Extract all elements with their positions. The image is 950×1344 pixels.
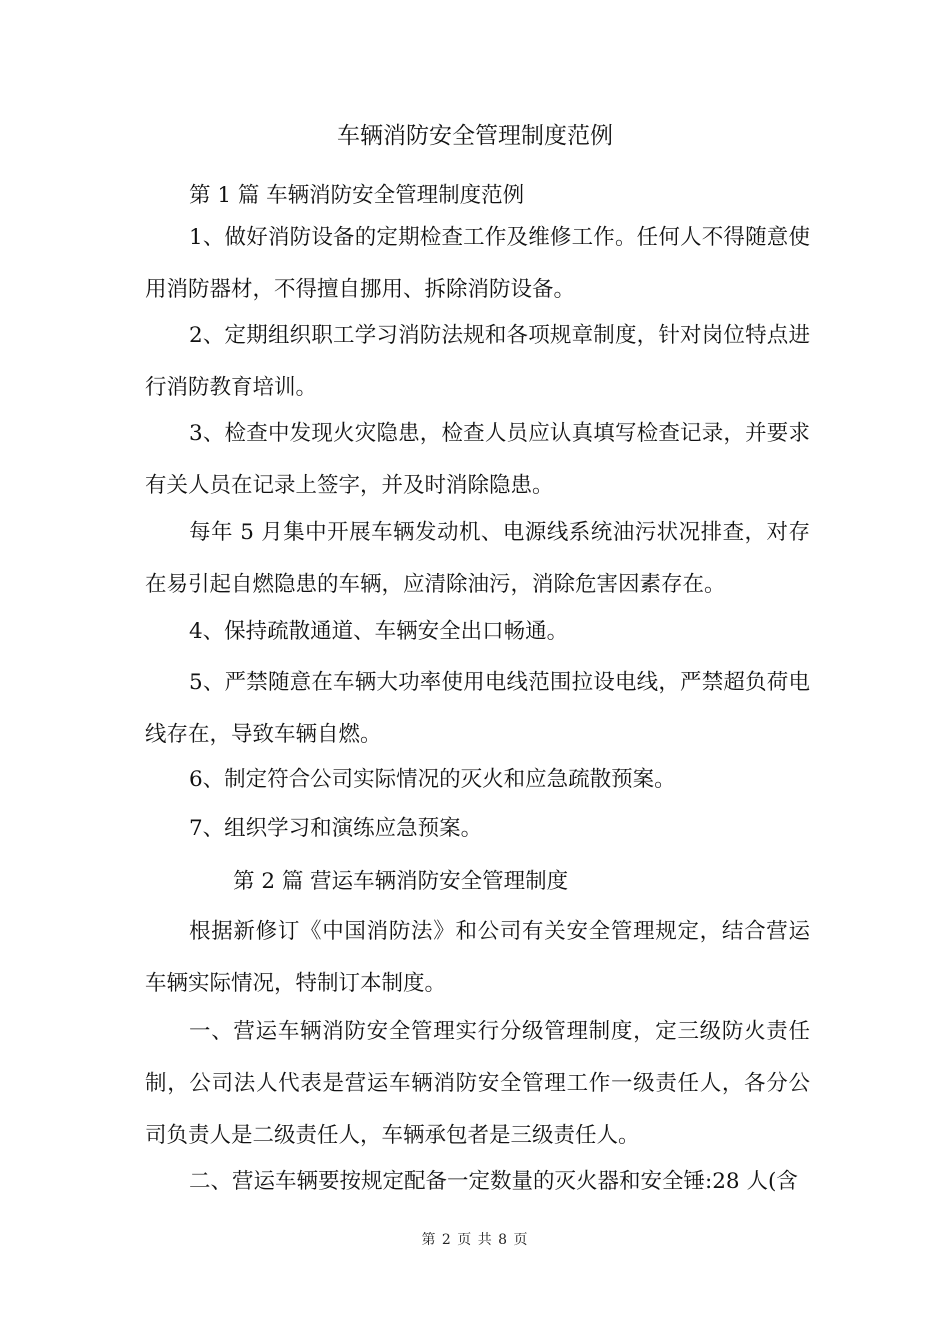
part2-intro-paragraph: 根据新修订《中国消防法》和公司有关安全管理规定，结合营运车辆实际情况，特制订本制度。: [145, 919, 810, 996]
part1-item-6: 6、制定符合公司实际情况的灭火和应急疏散预案。: [189, 767, 676, 792]
document-title: 车辆消防安全管理制度范例: [337, 123, 613, 149]
part1-heading: 第 1 篇 车辆消防安全管理制度范例: [189, 183, 525, 208]
part2-heading: 第 2 篇 营运车辆消防安全管理制度: [233, 869, 569, 894]
part2-paragraph-1: 一、营运车辆消防安全管理实行分级管理制度，定三级防火责任制，公司法人代表是营运车辆消防安全管理工作一级责任人，各分公司负责人是二级责任人，车辆承包者是三级责任人。: [145, 1019, 810, 1148]
part1-item-4: 4、保持疏散通道、车辆安全出口畅通。: [189, 619, 569, 644]
part1-item-7: 7、组织学习和演练应急预案。: [189, 816, 483, 841]
part1-item-1: 1、做好消防设备的定期检查工作及维修工作。任何人不得随意使用消防器材，不得擅自挪用、拆除消防设备。: [145, 225, 810, 302]
part2-paragraph-2: 二、营运车辆要按规定配备一定数量的灭火器和安全锤:28 人(含: [189, 1169, 798, 1194]
part1-item-oil-inspection: 每年 5 月集中开展车辆发动机、电源线系统油污状况排查，对存在易引起自燃隐患的车辆，应清除油污，消除危害因素存在。: [145, 520, 810, 597]
page-number-footer: 第 2 页 共 8 页: [421, 1232, 529, 1248]
part1-item-5: 5、严禁随意在车辆大功率使用电线范围拉设电线，严禁超负荷电线存在，导致车辆自燃。: [145, 670, 810, 747]
part1-item-2: 2、定期组织职工学习消防法规和各项规章制度，针对岗位特点进行消防教育培训。: [145, 323, 810, 400]
part1-item-3: 3、检查中发现火灾隐患，检查人员应认真填写检查记录，并要求有关人员在记录上签字，并及时消除隐患。: [145, 421, 810, 498]
